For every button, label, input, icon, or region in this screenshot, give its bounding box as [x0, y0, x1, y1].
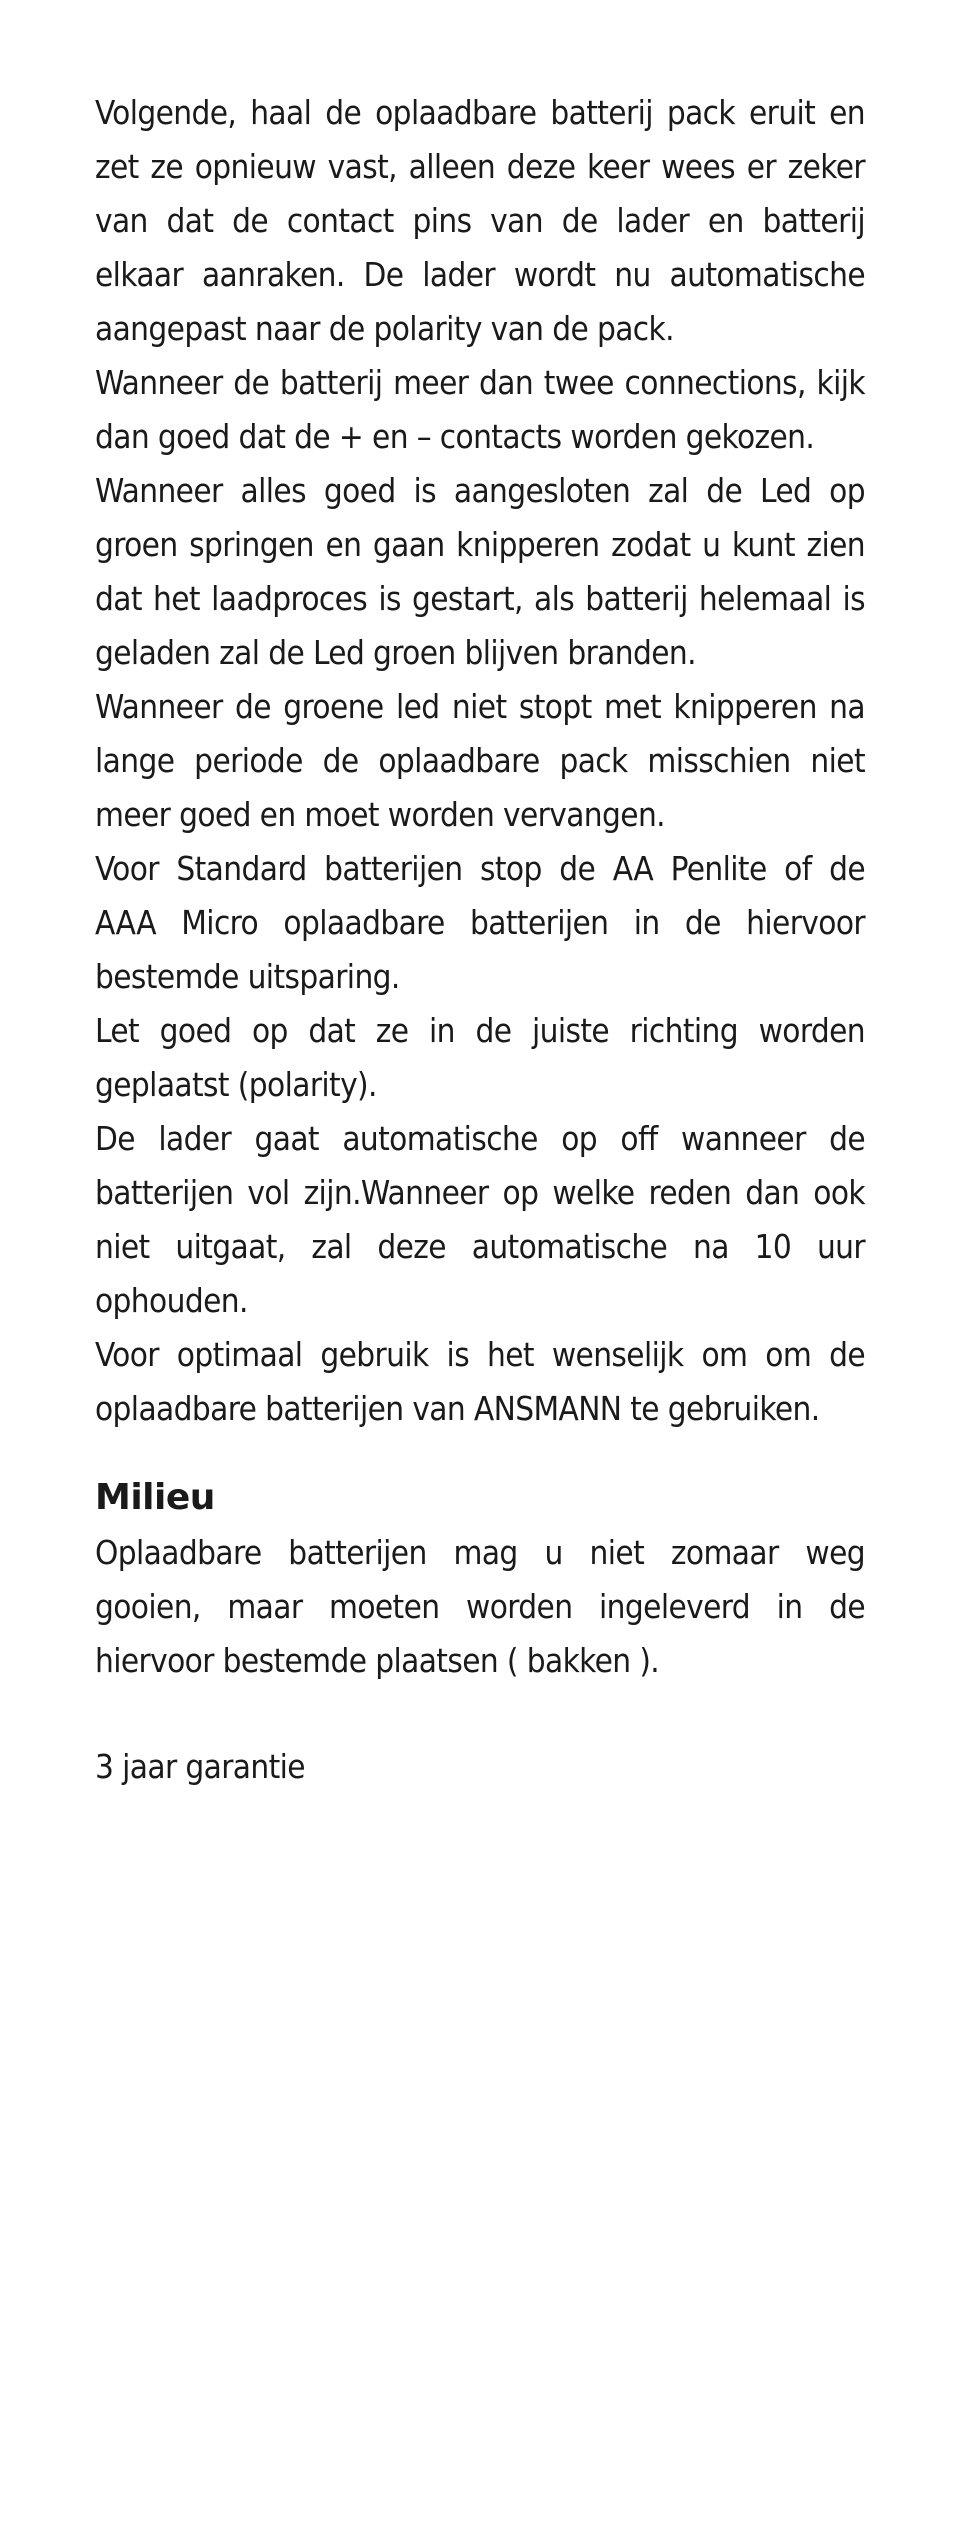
instruction-paragraph: De lader gaat automatische op off wanneer de batterijen vol zijn.Wanneer op welke reden dan ook niet uitgaat, zal deze automatische na 10 uur ophouden.	[95, 1119, 865, 1320]
instruction-paragraph: Wanneer alles goed is aangesloten zal de Led op groen springen en gaan knipperen zodat u kunt zien dat het laadproces is gestart, als batterij helemaal is geladen zal de Led groen blijven branden.	[95, 471, 865, 672]
warranty-text: 3 jaar garantie	[95, 1747, 305, 1786]
environment-text: Oplaadbare batterijen mag u niet zomaar weg gooien, maar moeten worden ingeleverd in de hiervoor bestemde plaatsen ( bakken ).	[95, 1533, 865, 1680]
instruction-paragraph: Wanneer de groene led niet stopt met knipperen na lange periode de oplaadbare pack misschien niet meer goed en moet worden vervangen.	[95, 687, 865, 834]
instruction-paragraph: Voor Standard batterijen stop de AA Penlite of de AAA Micro oplaadbare batterijen in de hiervoor bestemde uitsparing.	[95, 849, 865, 996]
instruction-paragraph: Let goed op dat ze in de juiste richting worden geplaatst (polarity).	[95, 1011, 865, 1104]
environment-heading: Milieu	[95, 1477, 215, 1518]
manual-page	[95, 86, 865, 1794]
instruction-paragraph: Wanneer de batterij meer dan twee connections, kijk dan goed dat de + en – contacts worden gekozen.	[95, 363, 865, 456]
instruction-paragraph: Volgende, haal de oplaadbare batterij pack eruit en zet ze opnieuw vast, alleen deze keer wees er zeker van dat de contact pins van de lader en batterij elkaar aanraken. De lader wordt nu automatische aangepast naar de polarity van de pack.	[95, 93, 865, 348]
instruction-paragraph: Voor optimaal gebruik is het wenselijk om om de oplaadbare batterijen van ANSMANN te gebruiken.	[95, 1335, 865, 1428]
